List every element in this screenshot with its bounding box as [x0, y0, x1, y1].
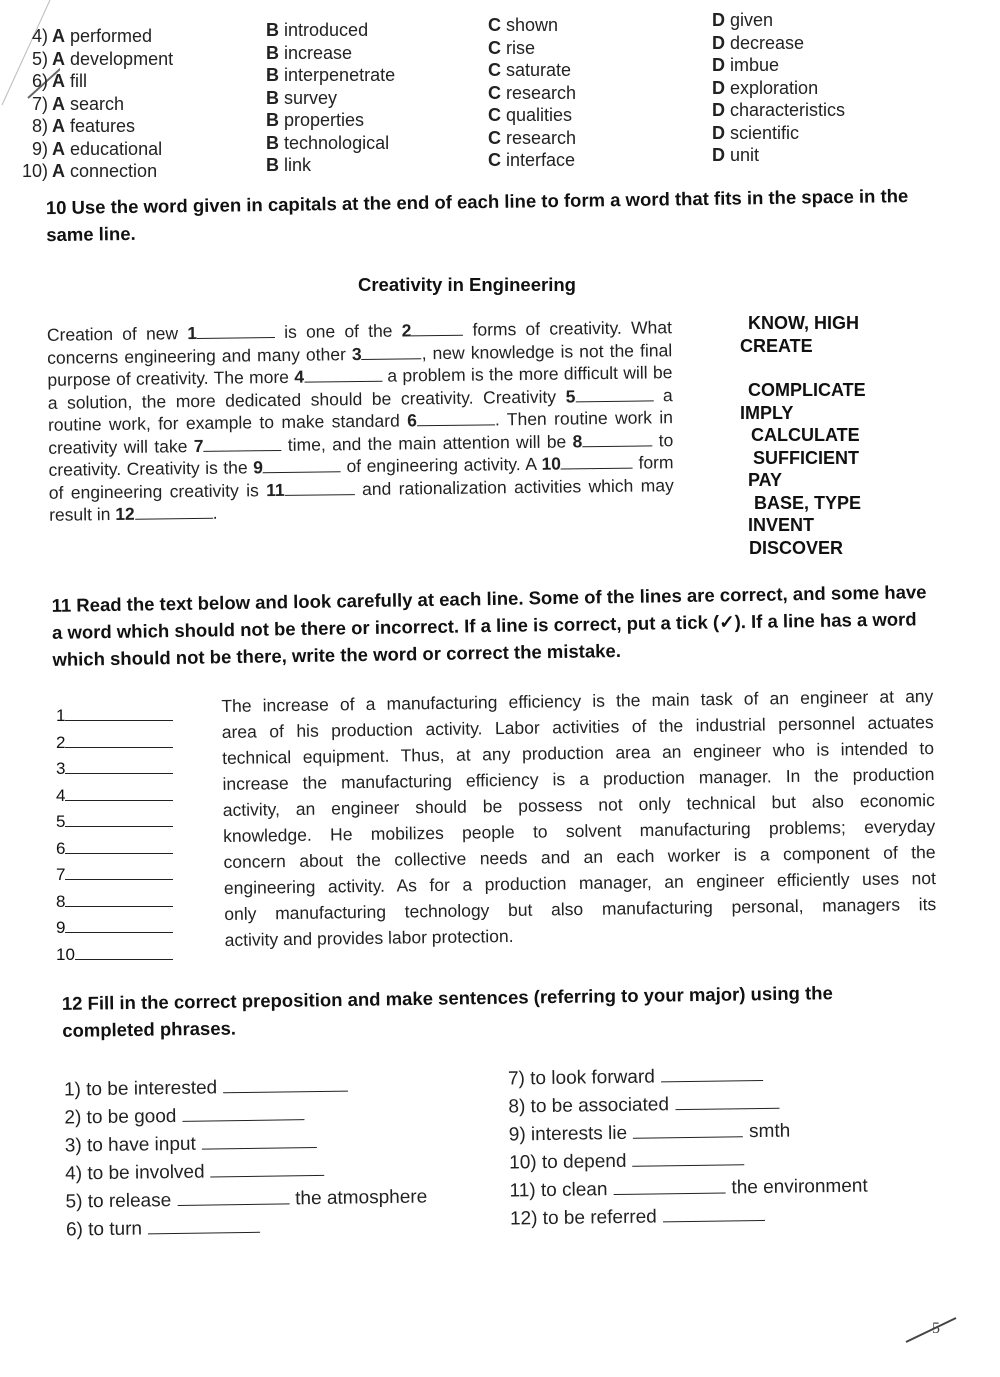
- task10-text: Creation of new 1 is one of the 2 forms of creativity. What concerns engineering and many other 3 , new knowledge is not the final purpose of creativity. The more 4 a problem is the more difficult will be a solution, the more dedicated should be creativity. Creativity 5 a routine work, for example to make standard 6 . Then routine work in creativity will take 7 time, and the main attention will be 8 to creativity. Creativity is the 9 of engineering activity. A 10 form of engineering creativity is 11 and rationalization activities which may result in 12 .: [46, 317, 674, 525]
- gap-12[interactable]: [135, 504, 213, 520]
- task12-instruction: 12 Fill in the correct preposition and make sentences (referring to your major) using the completed phrases.: [61, 982, 833, 1041]
- option-row: D scientific: [712, 122, 800, 143]
- capital-word: COMPLICATE: [748, 380, 866, 400]
- phrase-item: 6) to turn: [66, 1211, 428, 1244]
- preposition-blank[interactable]: [210, 1159, 324, 1178]
- text-line: area of his production activity. Labor activities of the industrial personnel actuates: [221, 712, 934, 742]
- gap-11[interactable]: [285, 480, 355, 496]
- preposition-blank[interactable]: [675, 1092, 779, 1110]
- phrase-item: 4) to be involved: [65, 1155, 427, 1188]
- option-row: B link: [266, 155, 312, 175]
- option-row: 8) A features: [31, 116, 136, 136]
- gap-4[interactable]: [304, 367, 382, 383]
- preposition-blank[interactable]: [661, 1064, 763, 1082]
- option-row: D decrease: [712, 32, 805, 53]
- option-row: C rise: [488, 37, 536, 58]
- preposition-blank[interactable]: [633, 1120, 743, 1139]
- task10-capitals: [740, 312, 866, 559]
- option-row: 10) A connection: [21, 161, 158, 181]
- phrase-item: 2) to be good: [64, 1099, 426, 1132]
- phrase-item: 9) interests lie smth: [508, 1120, 791, 1146]
- capital-word: DISCOVER: [749, 537, 844, 558]
- option-row: B survey: [266, 87, 338, 108]
- option-row: B increase: [266, 42, 353, 63]
- gap-6[interactable]: [417, 410, 495, 426]
- phrase-item: 3) to have input: [65, 1127, 427, 1160]
- gap-9[interactable]: [263, 457, 341, 473]
- text-line: technical equipment. Thus, at any production area an engineer who is intended to: [221, 738, 935, 768]
- option-row: B interpenetrate: [266, 65, 396, 85]
- text-line: knowledge. He mobilizes people to solvent manufacturing problems; everyday: [223, 816, 936, 846]
- option-row: D given: [712, 10, 774, 30]
- text-line: activity and provides labor protection.: [224, 925, 514, 950]
- answer-line[interactable]: 1: [56, 703, 173, 730]
- gap-10[interactable]: [561, 454, 633, 470]
- option-row: C research: [488, 82, 577, 103]
- text-line: increase the manufacturing efficiency is a production manager. In the production: [222, 764, 935, 794]
- option-row: C research: [488, 127, 577, 148]
- option-row: D imbue: [712, 55, 780, 75]
- options-column-c: [488, 14, 576, 172]
- gap-7[interactable]: [203, 435, 281, 451]
- answer-line[interactable]: 2: [56, 730, 173, 757]
- text-line: The increase of a manufacturing efficiency is the main task of an engineer at any: [221, 686, 934, 716]
- task12-right-phrases: [508, 1061, 868, 1234]
- preposition-blank[interactable]: [663, 1204, 765, 1222]
- task11-instruction: 11 Read the text below and look carefully at each line. Some of the lines are correct, and some have a word which should not be there or incorrect. If a line is correct, put a tick (✓). If a line has a word which should not be there, write the word or correct the mistake.: [51, 581, 927, 670]
- answer-line[interactable]: 9: [56, 915, 173, 942]
- preposition-blank[interactable]: [632, 1148, 744, 1167]
- phrase-item: 11) to clean the environment: [509, 1175, 868, 1202]
- option-row: C qualities: [488, 105, 573, 125]
- preposition-blank[interactable]: [223, 1075, 348, 1094]
- answer-line[interactable]: 5: [56, 809, 173, 836]
- option-row: C interface: [488, 150, 576, 170]
- task10-title: Creativity in Engineering: [358, 274, 576, 295]
- task11-answer-lines: [56, 703, 173, 968]
- gap-1[interactable]: [197, 323, 275, 339]
- option-row: 5) A development: [31, 48, 174, 69]
- option-row: 7) A search: [31, 93, 125, 114]
- gap-5[interactable]: [575, 386, 653, 402]
- capital-word: SUFFICIENT: [753, 447, 859, 468]
- text-line: only manufacturing technology but also manufacturing personal, managers its: [224, 894, 937, 924]
- phrase-item: 5) to release the atmosphere: [65, 1186, 428, 1213]
- answer-line[interactable]: 6: [56, 836, 173, 863]
- answer-line[interactable]: 7: [56, 862, 173, 889]
- options-column-d: [712, 9, 845, 167]
- capital-word: BASE, TYPE: [754, 492, 862, 513]
- capital-word: CREATE: [740, 335, 813, 356]
- option-row: 4) A performed: [31, 26, 153, 46]
- options-column-a: [18, 25, 173, 183]
- capital-word: PAY: [748, 470, 783, 490]
- gap-8[interactable]: [582, 431, 652, 447]
- preposition-blank[interactable]: [177, 1187, 289, 1206]
- options-column-b: [266, 19, 395, 177]
- phrase-item: 12) to be referred: [510, 1200, 868, 1233]
- text-line: engineering activity. As for a production manager, an engineer efficiently uses not: [223, 868, 937, 898]
- option-row: C shown: [488, 15, 559, 35]
- task10-instruction: 10 Use the word given in capitals at the end of each line to form a word that fits in the space in the same line.: [45, 185, 909, 246]
- page-number-mark: 5: [900, 1310, 960, 1350]
- text-line: activity, an engineer should be possess not only technical but also economic: [222, 790, 935, 820]
- option-row: D characteristics: [712, 100, 846, 120]
- capital-word: IMPLY: [740, 402, 794, 423]
- phrase-item: 1) to be interested: [64, 1071, 426, 1104]
- preposition-blank[interactable]: [182, 1103, 304, 1122]
- capital-word: INVENT: [748, 515, 815, 535]
- answer-line[interactable]: 8: [56, 889, 173, 916]
- capital-word: CALCULATE: [751, 425, 860, 445]
- task12-left-phrases: [64, 1071, 428, 1244]
- answer-line[interactable]: 10: [56, 942, 173, 969]
- phrase-item: 10) to depend: [509, 1144, 867, 1177]
- capital-word: KNOW, HIGH: [748, 313, 859, 333]
- option-row: B properties: [266, 110, 365, 130]
- task11-text: [221, 683, 937, 953]
- option-row: D unit: [712, 145, 760, 165]
- preposition-blank[interactable]: [613, 1176, 725, 1195]
- pen-stroke-icon: [900, 1310, 960, 1350]
- phrase-item: 8) to be associated: [508, 1089, 866, 1122]
- text-line: concern about the collective needs and an each worker is a component of the: [223, 842, 936, 872]
- option-row: C saturate: [488, 60, 572, 80]
- option-row: 6) A fill: [31, 71, 88, 91]
- preposition-blank[interactable]: [148, 1216, 260, 1235]
- answer-line[interactable]: 3: [56, 756, 173, 783]
- gap-2[interactable]: [411, 321, 463, 337]
- phrase-item: 7) to look forward: [508, 1061, 866, 1094]
- answer-line[interactable]: 4: [56, 783, 173, 810]
- option-row: 9) A educational: [31, 138, 163, 159]
- option-row: B technological: [266, 132, 390, 153]
- gap-3[interactable]: [362, 344, 422, 360]
- option-row: D exploration: [712, 77, 819, 98]
- preposition-blank[interactable]: [202, 1131, 317, 1150]
- option-row: B introduced: [266, 20, 369, 40]
